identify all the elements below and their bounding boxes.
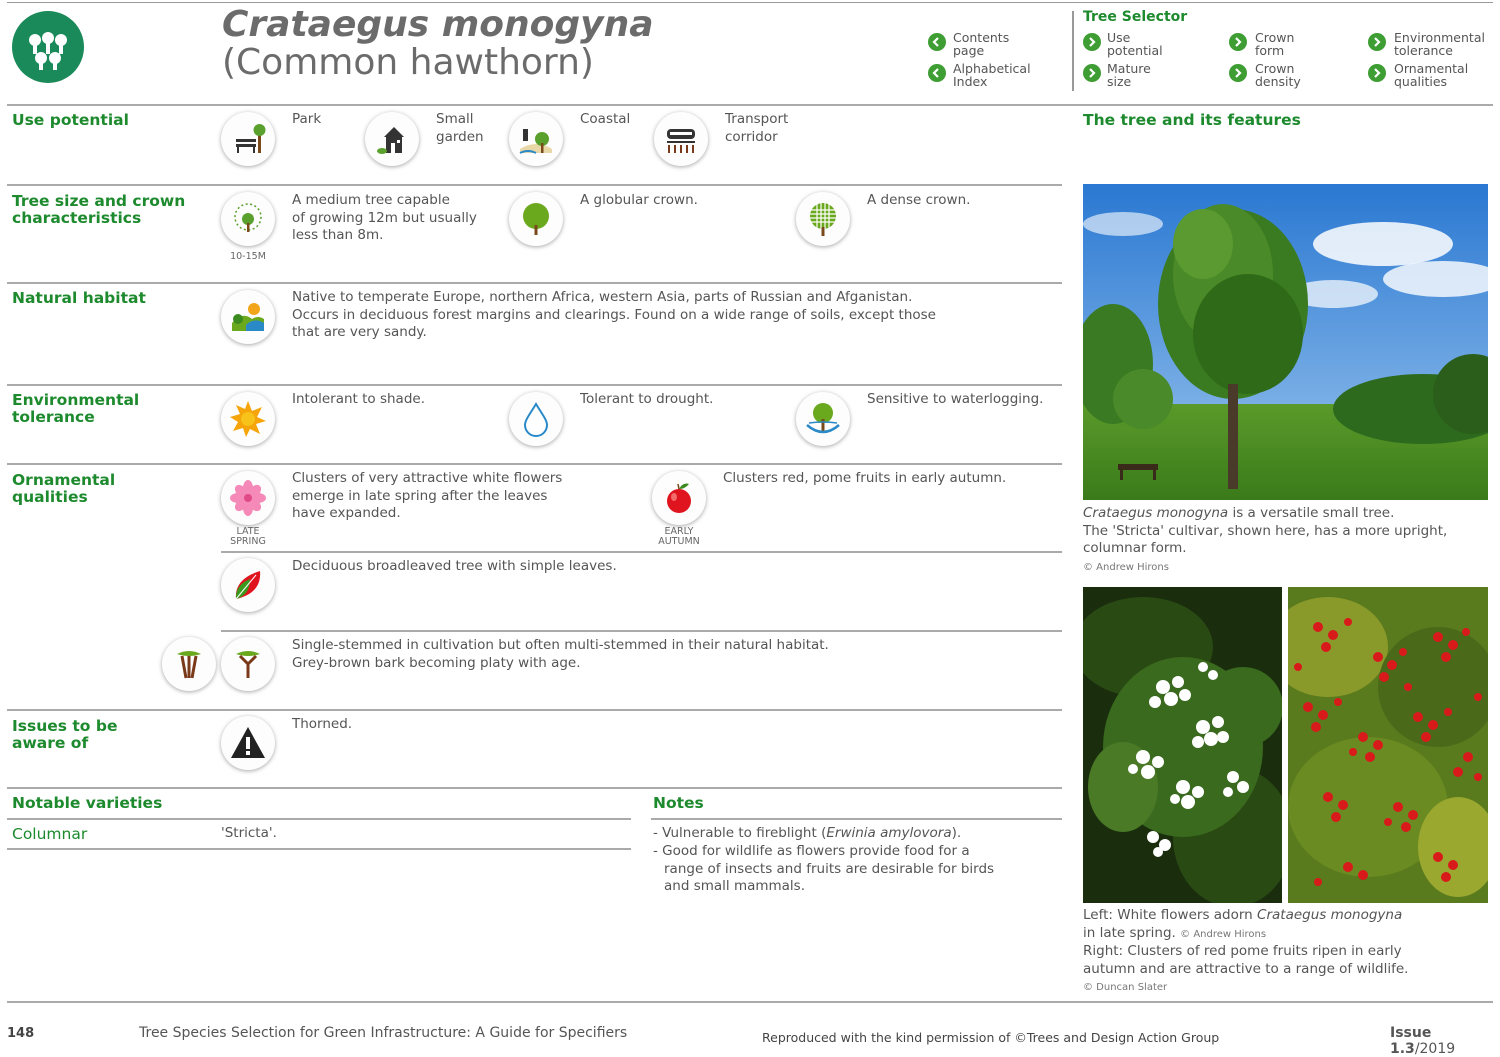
park-bench-icon bbox=[221, 112, 275, 166]
rule-environmental bbox=[7, 463, 1062, 465]
mature-size-arrow-icon[interactable] bbox=[1083, 64, 1101, 82]
rule-tree-size bbox=[7, 282, 1062, 284]
crown-density-arrow-icon[interactable] bbox=[1229, 64, 1247, 82]
rule-natural-habitat bbox=[7, 384, 1062, 386]
use-transport-label: Transport corridor bbox=[725, 111, 789, 145]
rule-ornamental-1 bbox=[221, 551, 1062, 553]
globular-crown-icon bbox=[509, 192, 563, 246]
rule-use-potential bbox=[7, 184, 1062, 186]
flowers-text: Clusters of very attractive white flowers emerge in late spring after the leaves have expanded. bbox=[292, 470, 563, 521]
section-title-environmental: Environmental tolerance bbox=[12, 391, 140, 426]
note-item-2: - Good for wildlife as flowers provide food for a range of insects and fruits are desirable for birds and small mammals. bbox=[653, 843, 995, 894]
section-title-issues: Issues to be aware of bbox=[12, 717, 118, 752]
fruits-season-caption: EARLY AUTUMN bbox=[658, 526, 700, 547]
multi-stem-icon bbox=[162, 637, 216, 691]
issues-text: Thorned. bbox=[292, 716, 353, 732]
use-park-label: Park bbox=[292, 111, 322, 127]
logo-icon bbox=[11, 10, 85, 84]
header-divider bbox=[1072, 11, 1074, 91]
rule-varieties-header bbox=[7, 818, 631, 820]
index-arrow-icon[interactable] bbox=[928, 64, 946, 82]
variety-name: Columnar bbox=[12, 825, 88, 843]
selector-crown-density[interactable]: Crown density bbox=[1255, 61, 1301, 89]
leaves-text: Deciduous broadleaved tree with simple leaves. bbox=[292, 558, 617, 574]
tree-size-text: A medium tree capable of growing 12m but usually less than 8m. bbox=[292, 192, 477, 243]
rule-notes-header bbox=[651, 818, 1062, 820]
transport-corridor-icon bbox=[654, 112, 708, 166]
selector-use-potential[interactable]: Use potential bbox=[1107, 30, 1163, 58]
selector-crown-form[interactable]: Crown form bbox=[1255, 30, 1295, 58]
selector-ornamental-qualities[interactable]: Ornamental qualities bbox=[1394, 61, 1469, 89]
warning-icon bbox=[221, 716, 275, 770]
use-small-garden-label: Small garden bbox=[436, 111, 484, 145]
use-potential-arrow-icon[interactable] bbox=[1083, 33, 1101, 51]
rule-ornamental bbox=[7, 709, 1062, 711]
flowers-photo bbox=[1083, 587, 1282, 903]
tree-photo bbox=[1083, 184, 1488, 500]
flowers-fruits-caption: Left: White flowers adorn Crataegus monogyna in late spring. © Andrew Hirons Right: Clusters of red pome fruits ripen in early autumn and are attractive to a range of wildlife. © Duncan Slater bbox=[1083, 907, 1409, 993]
section-title-varieties: Notable varieties bbox=[12, 794, 163, 812]
rule-issues bbox=[7, 787, 1062, 789]
habitat-landscape-icon bbox=[221, 290, 275, 344]
environmental-arrow-icon[interactable] bbox=[1368, 33, 1386, 51]
drought-tolerance-text: Tolerant to drought. bbox=[580, 391, 714, 407]
permission-note: Reproduced with the kind permission of ©Trees and Design Action Group bbox=[762, 1030, 1220, 1045]
section-title-ornamental: Ornamental qualities bbox=[12, 471, 116, 506]
single-stem-icon bbox=[221, 637, 275, 691]
natural-habitat-text: Native to temperate Europe, northern Africa, western Asia, parts of Russian and Afganistan. Occurs in deciduous forest margins and clearings. Found on a wide range of soils, except those that are very sandy. bbox=[292, 289, 936, 340]
variety-value: 'Stricta'. bbox=[221, 825, 277, 841]
size-caption: 10-15M bbox=[230, 251, 266, 262]
selector-mature-size[interactable]: Mature size bbox=[1107, 61, 1151, 89]
section-title-use-potential: Use potential bbox=[12, 111, 129, 129]
issue-number: Issue 1.3/2019 bbox=[1390, 1025, 1456, 1057]
page-title-latin: Crataegus monogyna bbox=[222, 4, 654, 45]
note-item-1: - Vulnerable to fireblight (Erwinia amylovora). bbox=[653, 825, 962, 841]
crown-density-text: A dense crown. bbox=[867, 192, 971, 208]
rule-varieties-row bbox=[7, 848, 631, 850]
shade-tolerance-text: Intolerant to shade. bbox=[292, 391, 425, 407]
dense-crown-icon bbox=[796, 192, 850, 246]
footer-rule bbox=[7, 1001, 1493, 1003]
water-drop-icon bbox=[509, 392, 563, 446]
small-garden-house-icon bbox=[365, 112, 419, 166]
bark-text: Single-stemmed in cultivation but often multi-stemmed in their natural habitat. Grey-brown bark becoming platy with age. bbox=[292, 637, 829, 671]
leaf-icon bbox=[221, 558, 275, 612]
use-coastal-label: Coastal bbox=[580, 111, 631, 127]
page-title-common: (Common hawthorn) bbox=[222, 42, 594, 83]
crown-form-text: A globular crown. bbox=[580, 192, 698, 208]
coastal-lighthouse-icon bbox=[509, 112, 563, 166]
rule-ornamental-2 bbox=[221, 630, 1062, 632]
waterlogging-icon bbox=[796, 392, 850, 446]
tree-height-icon bbox=[221, 192, 275, 246]
book-title: Tree Species Selection for Green Infrastructure: A Guide for Specifiers bbox=[139, 1025, 628, 1041]
selector-environmental-tolerance[interactable]: Environmental tolerance bbox=[1394, 30, 1485, 58]
section-title-features: The tree and its features bbox=[1083, 111, 1301, 129]
sun-icon bbox=[221, 392, 275, 446]
nav-alphabetical-index[interactable]: Alphabetical Index bbox=[953, 61, 1031, 89]
top-rule bbox=[7, 2, 1493, 3]
waterlogging-text: Sensitive to waterlogging. bbox=[867, 391, 1044, 407]
contents-arrow-icon[interactable] bbox=[928, 33, 946, 51]
header-rule bbox=[7, 104, 1493, 106]
section-title-notes: Notes bbox=[653, 794, 704, 812]
section-title-natural-habitat: Natural habitat bbox=[12, 289, 146, 307]
crown-form-arrow-icon[interactable] bbox=[1229, 33, 1247, 51]
nav-contents-page[interactable]: Contents page bbox=[953, 30, 1010, 58]
flowers-season-caption: LATE SPRING bbox=[230, 526, 266, 547]
flower-icon bbox=[221, 471, 275, 525]
fruits-photo bbox=[1288, 587, 1488, 903]
tree-selector-title: Tree Selector bbox=[1083, 9, 1188, 25]
fruits-text: Clusters red, pome fruits in early autumn. bbox=[723, 470, 1007, 486]
page-number: 148 bbox=[7, 1026, 35, 1041]
tree-photo-caption: Crataegus monogyna is a versatile small tree. The 'Stricta' cultivar, shown here, has a more upright, columnar form. © Andrew Hirons bbox=[1083, 505, 1448, 573]
fruit-icon bbox=[652, 471, 706, 525]
section-title-tree-size: Tree size and crown characteristics bbox=[12, 192, 186, 227]
ornamental-arrow-icon[interactable] bbox=[1368, 64, 1386, 82]
